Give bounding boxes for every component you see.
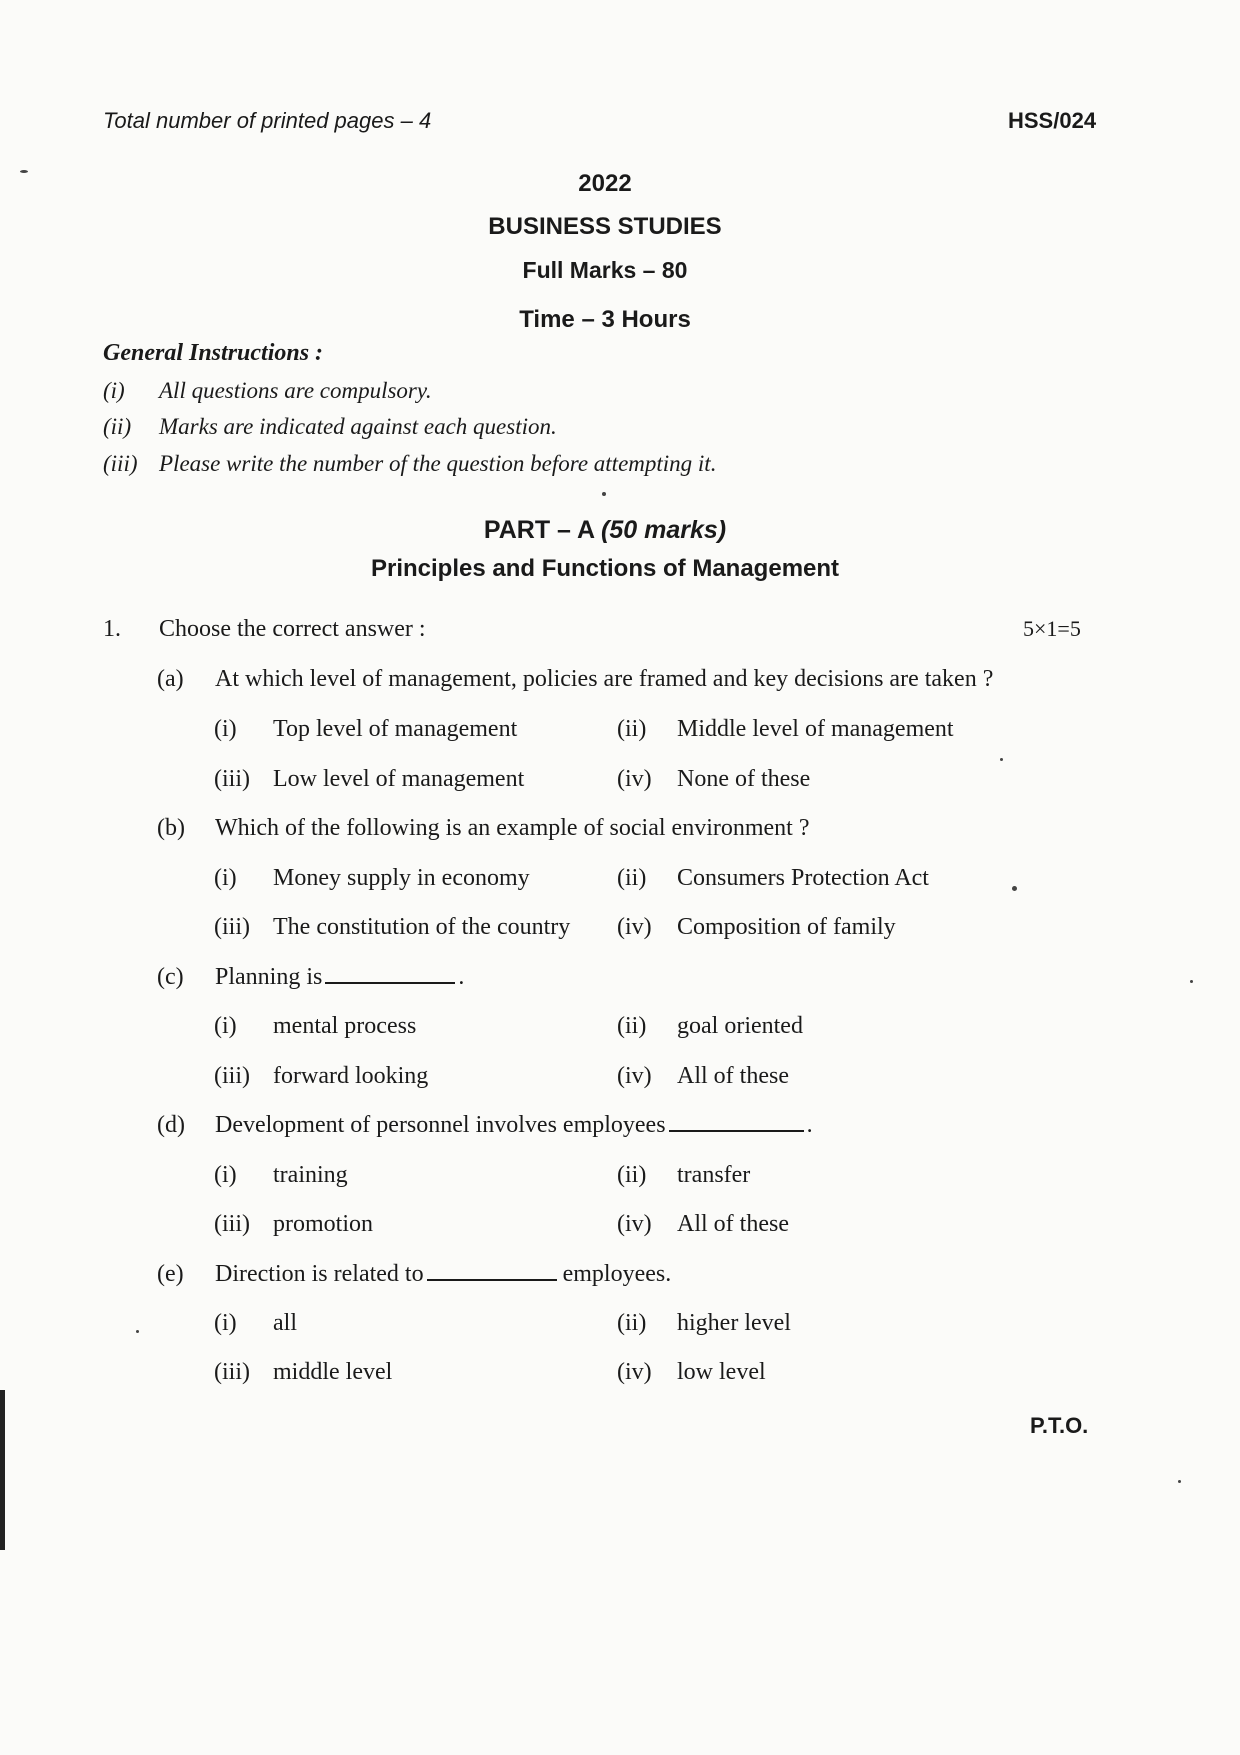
scan-speck bbox=[1178, 1480, 1181, 1483]
paper-code: HSS/024 bbox=[1008, 108, 1097, 133]
option-label: (iv) bbox=[617, 914, 652, 940]
option-label: (ii) bbox=[617, 865, 647, 891]
scan-speck bbox=[1000, 758, 1003, 761]
question-marks: 5×1=5 bbox=[1023, 616, 1081, 641]
option-text: Low level of management bbox=[273, 766, 525, 792]
subquestion-text: Which of the following is an example of social environment ? bbox=[215, 815, 810, 841]
subquestion-text bbox=[215, 964, 464, 991]
part-title bbox=[0, 516, 1210, 545]
answer-blank bbox=[669, 1128, 804, 1132]
option-label: (ii) bbox=[617, 716, 647, 742]
part-subtitle: Principles and Functions of Management bbox=[370, 555, 840, 582]
scan-speck bbox=[1012, 886, 1017, 891]
subquestion-text-before: Planning is bbox=[215, 964, 323, 990]
option-text: middle level bbox=[273, 1359, 393, 1385]
option-text: goal oriented bbox=[677, 1013, 803, 1039]
option-label: (iv) bbox=[617, 1211, 652, 1237]
option-label: (i) bbox=[214, 1310, 237, 1336]
option-label: (ii) bbox=[617, 1013, 647, 1039]
subquestion-text-after: . bbox=[458, 964, 465, 990]
option-label: (i) bbox=[214, 716, 237, 742]
option-text: Consumers Protection Act bbox=[677, 865, 929, 891]
option-text: Money supply in economy bbox=[273, 865, 530, 891]
option-text: forward looking bbox=[273, 1063, 429, 1089]
question-text: Choose the correct answer : bbox=[159, 616, 426, 642]
subquestion-label: (d) bbox=[157, 1112, 185, 1138]
option-label: (iv) bbox=[617, 1359, 652, 1385]
scan-speck bbox=[1190, 980, 1193, 983]
option-text: mental process bbox=[273, 1013, 417, 1039]
part-label: PART – A bbox=[483, 516, 602, 544]
option-label: (iii) bbox=[214, 1359, 250, 1385]
option-label: (iii) bbox=[214, 766, 250, 792]
instruction-text: Please write the number of the question before attempting it. bbox=[159, 451, 717, 476]
subquestion-text-before: Development of personnel involves employees bbox=[215, 1112, 666, 1138]
subquestion-text-after: . bbox=[806, 1112, 813, 1138]
please-turn-over: P.T.O. bbox=[1030, 1413, 1089, 1438]
option-label: (iv) bbox=[617, 1063, 652, 1089]
instruction-number: (iii) bbox=[103, 451, 138, 476]
option-text: promotion bbox=[273, 1211, 373, 1237]
option-label: (iii) bbox=[214, 1211, 250, 1237]
option-label: (i) bbox=[214, 865, 237, 891]
instruction-text: Marks are indicated against each question. bbox=[159, 414, 557, 439]
exam-year: 2022 bbox=[578, 170, 632, 197]
question-number: 1. bbox=[103, 616, 121, 642]
option-text: Composition of family bbox=[677, 914, 896, 940]
exam-time: Time – 3 Hours bbox=[519, 306, 691, 333]
option-text: training bbox=[273, 1162, 348, 1188]
instruction-item bbox=[103, 414, 557, 440]
subquestion-text-after: employees. bbox=[562, 1261, 672, 1287]
exam-subject: BUSINESS STUDIES bbox=[488, 213, 722, 240]
answer-blank bbox=[427, 1277, 557, 1281]
option-text: transfer bbox=[677, 1162, 751, 1188]
instruction-item bbox=[103, 378, 432, 404]
instructions-title: General Instructions : bbox=[103, 340, 324, 366]
scan-speck bbox=[602, 492, 606, 496]
subquestion-text bbox=[215, 1261, 671, 1288]
full-marks: Full Marks – 80 bbox=[522, 257, 688, 283]
subquestion-label: (a) bbox=[157, 666, 184, 692]
option-text: None of these bbox=[677, 766, 811, 792]
option-text: all bbox=[273, 1310, 297, 1336]
option-text: Top level of management bbox=[273, 716, 518, 742]
option-label: (i) bbox=[214, 1013, 237, 1039]
option-text: All of these bbox=[677, 1063, 789, 1089]
answer-blank bbox=[325, 980, 455, 984]
scan-edge-mark bbox=[0, 1390, 5, 1550]
instruction-text: All questions are compulsory. bbox=[159, 378, 432, 403]
part-marks: (50 marks) bbox=[601, 516, 727, 544]
subquestion-label: (e) bbox=[157, 1261, 184, 1287]
subquestion-text: At which level of management, policies are framed and key decisions are taken ? bbox=[215, 666, 994, 692]
option-label: (iii) bbox=[214, 1063, 250, 1089]
scan-speck bbox=[136, 1330, 139, 1333]
option-text: Middle level of management bbox=[677, 716, 954, 742]
subquestion-label: (c) bbox=[157, 964, 184, 990]
option-label: (iv) bbox=[617, 766, 652, 792]
option-text: The constitution of the country bbox=[273, 914, 571, 940]
instruction-number: (ii) bbox=[103, 414, 132, 439]
option-label: (ii) bbox=[617, 1162, 647, 1188]
subquestion-label: (b) bbox=[157, 815, 185, 841]
subquestion-text bbox=[215, 1112, 813, 1139]
option-label: (iii) bbox=[214, 914, 250, 940]
option-label: (ii) bbox=[617, 1310, 647, 1336]
scan-speck bbox=[20, 170, 28, 173]
option-text: low level bbox=[677, 1359, 766, 1385]
instruction-number: (i) bbox=[103, 378, 125, 403]
option-label: (i) bbox=[214, 1162, 237, 1188]
instruction-item bbox=[103, 451, 716, 477]
subquestion-text-before: Direction is related to bbox=[215, 1261, 424, 1287]
option-text: All of these bbox=[677, 1211, 789, 1237]
option-text: higher level bbox=[677, 1310, 791, 1336]
pages-count-note: Total number of printed pages – 4 bbox=[103, 108, 432, 133]
